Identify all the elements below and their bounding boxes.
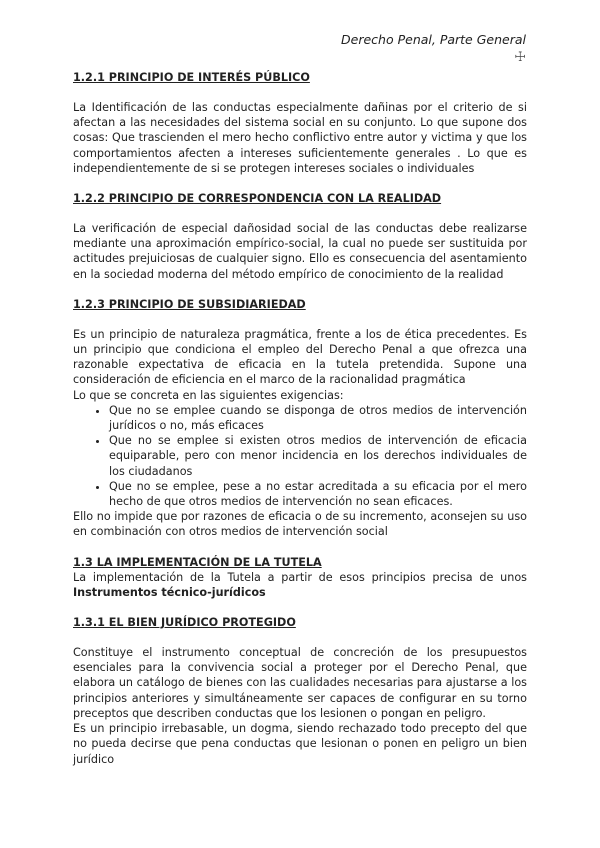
requirements-list xyxy=(73,403,527,509)
paragraph: La Identificación de las conductas especialmente dañinas por el criterio de si afectan a las necesidades del sistema social en su conjunto. Lo que supone dos cosas: Que trascienden el mero hecho conflictivo entre autor y victima y que los comportamientos afecten a intereses suficientemente generales . Lo que es independientemente de si se protegen intereses sociales o individuales xyxy=(73,101,527,175)
section-heading-1-2-1: 1.2.1 PRINCIPIO DE INTERÉS PÚBLICO xyxy=(73,71,310,84)
document-body xyxy=(73,70,527,767)
paragraph: La verificación de especial dañosidad social de las conductas debe realizarse mediante una aproximación empírico-social, la cual no puede ser sustituida por actitudes prejuiciosas de cualquier signo. Ello es consecuencia del asentamiento en la sociedad moderna del método empírico de conocimiento de la realidad xyxy=(73,222,527,281)
section-heading-1-2-2: 1.2.2 PRINCIPIO DE CORRESPONDENCIA CON LA REALIDAD xyxy=(73,192,442,206)
section-heading-1-3: 1.3 LA IMPLEMENTACIÓN DE LA TUTELA xyxy=(73,555,322,569)
paragraph: Es un principio de naturaleza pragmática, frente a los de ética precedentes. Es un principio que condiciona el empleo del Derecho Penal a que ofrezca una razonable expectativa de eficacia en la tutela pretendida. Supone una consideración de eficiencia en el marco de la racionalidad pragmática xyxy=(73,327,527,387)
section-heading-1-3-1: 1.3.1 EL BIEN JURÍDICO PROTEGIDO xyxy=(73,616,296,630)
running-header-title: Derecho Penal, Parte General xyxy=(341,32,526,47)
paragraph: Es un principio irrebasable, un dogma, siendo rechazado todo precepto del que no pueda decirse que pena conductas que lesionan o ponen en peligro un bien jurídico xyxy=(73,722,527,766)
list-item: • Que no se emplee si existen otros medios de intervención de eficacia equiparable, pero con menor incidencia en los derechos individuales de los ciudadanos xyxy=(109,433,527,479)
paragraph: Ello no impide que por razones de eficacia o de su incremento, aconsejen su uso en combinación con otros medios de intervención social xyxy=(73,510,527,539)
paragraph-text: La implementación de la Tutela a partir de esos principios precisa de unos xyxy=(73,570,527,584)
bold-term: Instrumentos técnico-jurídicos xyxy=(73,585,266,599)
paragraph: Constituye el instrumento conceptual de concreción de los presupuestos esenciales para la convivencia social a proteger por el Derecho Penal, que elabora un catálogo de bienes con las cualidades necesarias para ajustarse a los principios anteriores y simultáneamente ser capaces de configurar en su torno preceptos que describen conductas que los lesionen o pongan en peligro. xyxy=(73,646,527,720)
paragraph xyxy=(73,570,527,600)
list-item: • Que no se emplee, pese a no estar acreditada a su eficacia por el mero hecho de que otros medios de intervención no sean eficaces. xyxy=(109,479,527,509)
cross-icon: ☩ xyxy=(514,50,526,65)
list-item: • Que no se emplee cuando se disponga de otros medios de intervención jurídicos o no, más eficaces xyxy=(109,403,527,433)
paragraph: Lo que se concreta en las siguientes exigencias: xyxy=(73,388,344,402)
section-heading-1-2-3: 1.2.3 PRINCIPIO DE SUBSIDIARIEDAD xyxy=(73,297,306,311)
